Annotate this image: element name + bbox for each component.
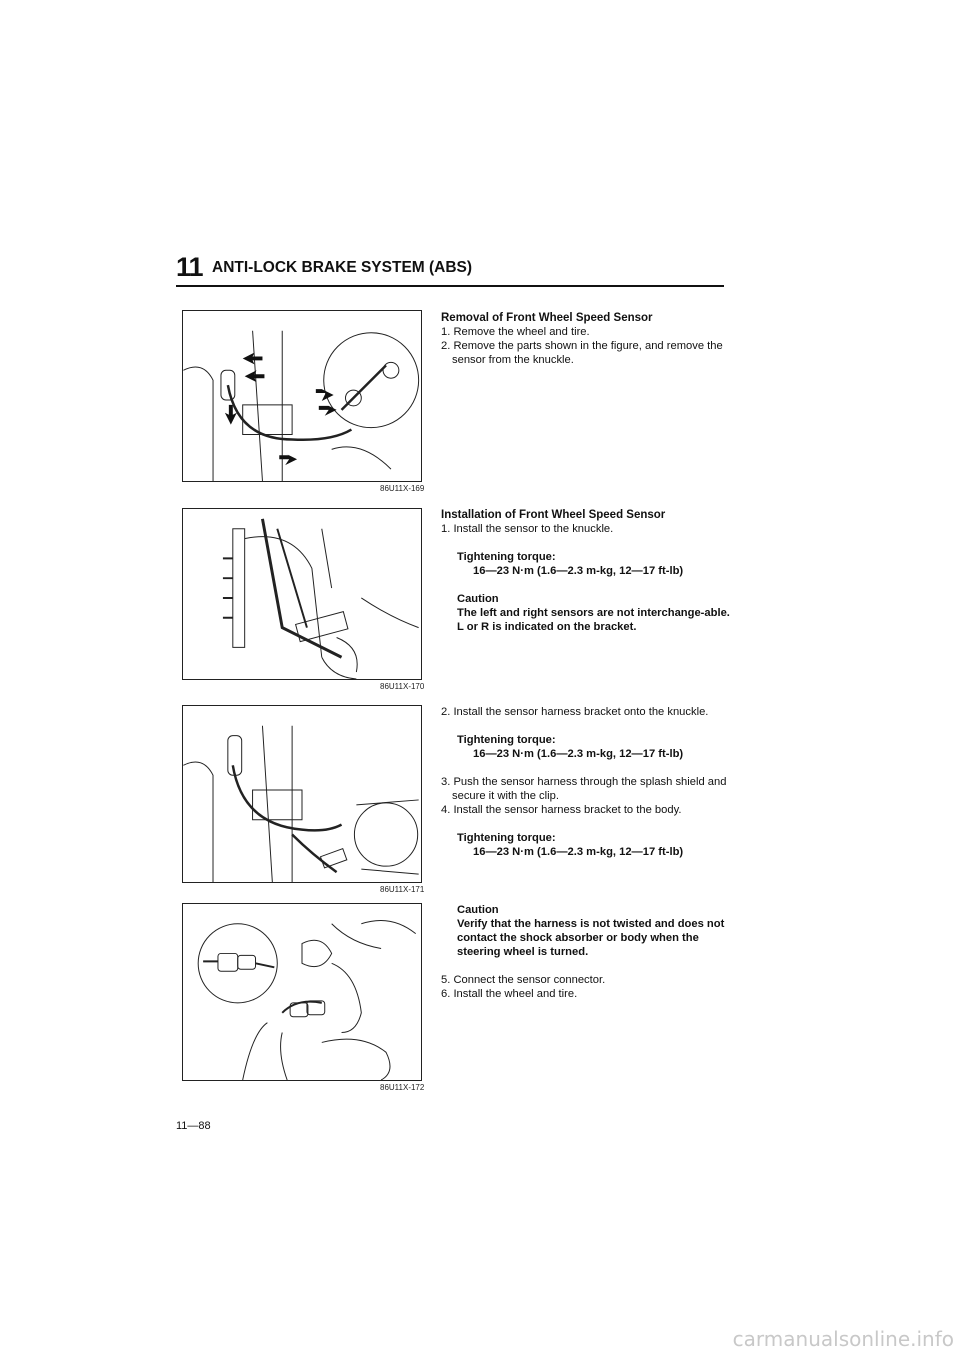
installation-section [441, 508, 731, 634]
torque-label: Tightening torque: [457, 734, 556, 746]
illustration-sensor-connector [183, 904, 421, 1080]
watermark: carmanualsonline.info [732, 1327, 954, 1351]
caution-text: The left and right sensors are not interchange-able. L or R is indicated on the bracket. [457, 607, 730, 633]
torque-label: Tightening torque: [457, 832, 556, 844]
installation-steps-2-4 [441, 705, 731, 859]
caution-1 [441, 592, 731, 634]
removal-step-1: 1. Remove the wheel and tire. [441, 326, 590, 338]
header-rule [176, 285, 724, 287]
torque-value: 16—23 N·m (1.6—2.3 m-kg, 12—17 ft-lb) [473, 846, 684, 858]
figure-code: 86U11X-171 [380, 885, 425, 894]
figure-code: 86U11X-172 [380, 1083, 425, 1092]
illustration-sensor-removal [183, 311, 421, 481]
torque-label: Tightening torque: [457, 551, 556, 563]
removal-section [441, 311, 731, 367]
figure-code: 86U11X-170 [380, 682, 425, 691]
figure-sensor-removal [182, 310, 422, 482]
installation-steps-5-6 [441, 903, 731, 1001]
caution-2 [441, 903, 731, 959]
caution-label: Caution [457, 904, 499, 916]
page-number: 11—88 [176, 1120, 211, 1132]
removal-step-2: 2. Remove the parts shown in the figure, and remove the sensor from the knuckle. [441, 340, 723, 366]
figure-sensor-connector [182, 903, 422, 1081]
chapter-number: 11 [176, 252, 203, 282]
tightening-torque-3 [441, 831, 731, 859]
figure-sensor-installation [182, 508, 422, 680]
figure-code: 86U11X-169 [380, 484, 425, 493]
caution-text: Verify that the harness is not twisted and does not contact the shock absorber or body when the steering wheel is turned. [457, 918, 725, 958]
figure-harness-bracket [182, 705, 422, 883]
illustration-sensor-installation [183, 509, 421, 679]
installation-step-2: 2. Install the sensor harness bracket onto the knuckle. [441, 706, 709, 718]
caution-label: Caution [457, 593, 499, 605]
torque-value: 16—23 N·m (1.6—2.3 m-kg, 12—17 ft-lb) [473, 565, 684, 577]
installation-step-6: 6. Install the wheel and tire. [441, 988, 578, 1000]
tightening-torque-2 [441, 733, 731, 761]
torque-value: 16—23 N·m (1.6—2.3 m-kg, 12—17 ft-lb) [473, 748, 684, 760]
installation-step-5: 5. Connect the sensor connector. [441, 974, 606, 986]
chapter-title: ANTI-LOCK BRAKE SYSTEM (ABS) [212, 259, 473, 276]
installation-step-4: 4. Install the sensor harness bracket to the body. [441, 804, 682, 816]
installation-heading: Installation of Front Wheel Speed Sensor [441, 509, 666, 521]
installation-step-1: 1. Install the sensor to the knuckle. [441, 523, 614, 535]
removal-heading: Removal of Front Wheel Speed Sensor [441, 312, 653, 324]
tightening-torque-1 [441, 550, 731, 578]
illustration-harness-bracket [183, 706, 421, 882]
installation-step-3: 3. Push the sensor harness through the splash shield and secure it with the clip. [441, 776, 727, 802]
